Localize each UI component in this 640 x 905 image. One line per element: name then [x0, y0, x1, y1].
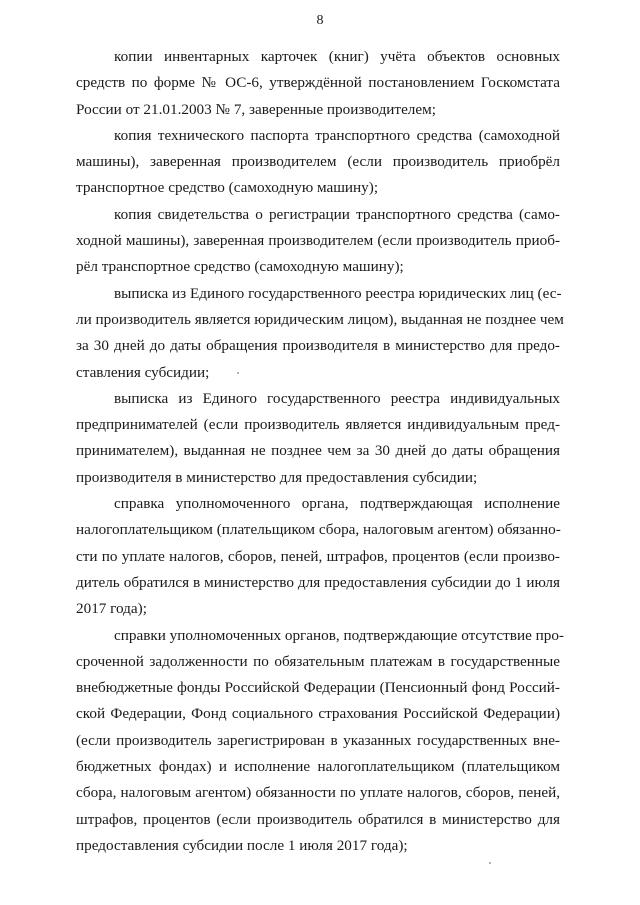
- text-line: ли производитель является юридическим лицом), выданная не позднее чем: [76, 310, 564, 328]
- text-line: производителя в министерство для предоставления субсидии;: [76, 468, 478, 486]
- text-line: копии инвентарных карточек (книг) учёта объектов основных: [114, 48, 560, 65]
- page-number: 8: [316, 13, 324, 28]
- text-line: выписка из Единого государственного реестра индивидуальных: [114, 389, 560, 407]
- text-line: штрафов, процентов (если производитель обратился в министерство для: [76, 810, 560, 828]
- text-line: ставления субсидии;: [76, 363, 210, 381]
- text-line: принимателем), выданная не позднее чем за 30 дней до даты обращения: [76, 442, 560, 460]
- text-line: предоставления субсидии после 1 июля 2017 года);: [76, 836, 408, 854]
- scan-speck: [237, 372, 239, 374]
- text-line: внебюджетные фонды Российской Федерации (Пенсионный фонд Россий-: [76, 679, 560, 697]
- text-line: сроченной задолженности по обязательным платежам в государственные: [76, 652, 560, 670]
- text-line: справки уполномоченных органов, подтверждающие отсутствие про-: [114, 626, 564, 644]
- text-line: транспортное средство (самоходную машину);: [76, 179, 379, 197]
- text-line: ской Федерации, Фонд социального страхования Российской Федерации): [76, 705, 560, 723]
- body-text: [76, 44, 564, 859]
- text-line: выписка из Единого государственного реестра юридических лиц (ес-: [114, 284, 562, 302]
- text-line: сти по уплате налогов, сборов, пеней, штрафов, процентов (если произво-: [76, 547, 560, 565]
- text-line: бюджетных фондах) и исполнение налогоплательщиком (плательщиком: [76, 758, 560, 776]
- text-line: рёл транспортное средство (самоходную машину);: [76, 258, 404, 276]
- text-line: за 30 дней до даты обращения производителя в министерство для предо-: [76, 337, 560, 355]
- text-line: средств по форме № ОС-6, утверждённой постановлением Госкомстата: [76, 74, 560, 92]
- text-line: справка уполномоченного органа, подтверждающая исполнение: [114, 495, 560, 513]
- text-line: машины), заверенная производителем (если производитель приобрёл: [76, 153, 560, 171]
- text-line: ходной машины), заверенная производителем (если производитель приоб-: [76, 232, 560, 250]
- text-line: предпринимателей (если производитель является индивидуальным пред-: [76, 416, 560, 434]
- text-line: 2017 года);: [76, 600, 147, 618]
- text-line: копия технического паспорта транспортного средства (самоходной: [114, 126, 560, 144]
- text-line: сбора, налоговым агентом) обязанности по уплате налогов, сборов, пеней,: [76, 784, 560, 802]
- text-line: России от 21.01.2003 № 7, заверенные производителем;: [76, 100, 436, 118]
- text-line: копия свидетельства о регистрации транспортного средства (само-: [114, 205, 560, 223]
- text-line: дитель обратился в министерство для предоставления субсидии до 1 июля: [76, 573, 560, 591]
- text-line: (если производитель зарегистрирован в указанных государственных вне-: [76, 731, 560, 749]
- scan-speck: [489, 862, 491, 864]
- text-line: налогоплательщиком (плательщиком сбора, налоговым агентом) обязанно-: [76, 521, 561, 539]
